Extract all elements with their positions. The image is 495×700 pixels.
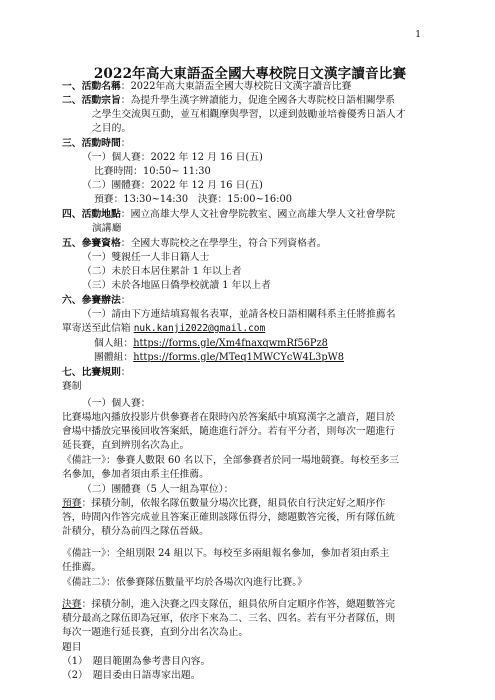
final-line-1 [62, 598, 395, 612]
final-line-3: 每次一題進行延長賽，直到分出名次為止。 [62, 627, 249, 638]
page-number: 1 [415, 30, 421, 40]
preliminary-line-1 [62, 497, 385, 511]
section-rules-colon: ： [120, 367, 131, 378]
section-time [62, 137, 131, 151]
section-name [62, 80, 351, 94]
section-rules [62, 366, 131, 380]
section-qualification [62, 237, 327, 251]
time-line-4: 預賽：13:30~14:30 決賽：15:00~16:00 [94, 194, 292, 205]
time-line-3: （二）團體賽：2022 年 12 月 16 日(五) [82, 180, 263, 191]
qualification-2: （二）未於日本居住累計 1 年以上者 [82, 266, 242, 277]
section-name-label: 一、活動名稱 [62, 81, 121, 92]
section-place-label: 四、活動地點 [62, 209, 121, 220]
individual-note-1-line-2: 名參加，參加者須由系主任推薦。 [62, 469, 209, 480]
individual-line-2: 會場中播放完畢後回收答案紙，隨進進行評分。若有平分者，則每次一題進行 [62, 426, 396, 437]
section-purpose-text-1: ：為提升學生漢字辨讀能力，促進全國各大專院校日語相關學系 [120, 95, 396, 106]
preliminary-line-3: 計積分，積分為前四之隊伍晉級。 [62, 526, 209, 537]
section-qualification-text: ：全國大專院校之在學學生，符合下列資格者。 [120, 238, 327, 249]
section-registration [62, 294, 131, 308]
qualification-3: （三）未於各地區日僑學校就讀 1 年以上者 [82, 280, 271, 291]
section-time-label: 三、活動時間 [62, 138, 121, 149]
team-note-1-line-2: 任推薦。 [62, 562, 102, 573]
preliminary-label: 預賽 [62, 498, 82, 509]
qualification-1: （一）雙親任一人非日籍人士 [82, 252, 210, 263]
rules-subheading: 賽制 [62, 381, 82, 392]
final-label: 決賽 [62, 599, 82, 610]
final-text-1: ：採積分制，進入決賽之四支隊伍，組員依所自定順序作答，總題數答完 [81, 599, 396, 610]
individual-note-1-line-1: 《備註一》：參賽人數限 60 名以下，全部參賽者於同一場地競賽。每校至多三 [62, 455, 400, 466]
section-qualification-label: 五、參賽資格 [62, 238, 121, 249]
section-purpose-text-3: 之目的。 [92, 123, 132, 134]
questions-item-1: （1） 題目範圍為參考書目內容。 [62, 656, 211, 667]
registration-line-1: （一）請由下方連結填寫報名表單，並請各校日語相關科系主任將推薦名 [82, 309, 396, 320]
individual-line-3: 延長賽，直到辨別名次為止。 [62, 440, 190, 451]
section-purpose-text-2: 之學生交流與互動，並互相觀摩與學習，以達到鼓勵並培養優秀日語人才 [92, 109, 406, 120]
section-time-colon: ： [120, 138, 131, 149]
team-note-1-line-1: 《備註一》：全組別限 24 組以下。每校至多兩組報名參加，參加者須由系主 [62, 548, 390, 559]
team-heading: （二）團體賽（5 人一組為單位）： [82, 484, 234, 495]
individual-heading: （一）個人賽： [82, 398, 151, 409]
section-registration-label: 六、參賽辦法 [62, 295, 121, 306]
team-note-2: 《備註二》：依參賽隊伍數量平均於各場次內進行比賽。》 [62, 577, 307, 588]
questions-item-2: （2） 題目委由日語專家出題。 [62, 670, 201, 681]
section-registration-colon: ： [120, 295, 131, 306]
individual-line-1: 比賽場地內播放投影片供參賽者在限時內於答案紙中填寫漢字之讀音，題目於 [62, 412, 396, 423]
section-place-text-2: 演講廳 [92, 223, 122, 234]
registration-email-link[interactable]: nuk.kanji2022@gmail.com [133, 323, 266, 334]
section-purpose-label: 二、活動宗旨 [62, 95, 121, 106]
section-name-text: ：2022年高大東語盃全國大專校院日文漢字讀音比賽 [120, 81, 352, 92]
registration-team-label: 團體組： [94, 352, 134, 363]
section-place-text-1: ：國立高雄大學人文社會學院教室、國立高雄大學人文社會學院 [120, 209, 396, 220]
page-title: 2022年高大東語盃全國大專校院日文漢字讀音比賽 [93, 66, 407, 82]
registration-team-link[interactable]: https://forms.gle/MTeq1MWCYcW4L3pW8 [133, 352, 344, 363]
registration-team [94, 351, 344, 365]
preliminary-line-2: 答，時間內作答完成並且答案正確則該隊伍得分，總題數答完後，所有隊伍統 [62, 512, 396, 523]
section-rules-label: 七、比賽規則 [62, 367, 121, 378]
final-line-2: 積分最高之隊伍即為冠軍，依序下來為二、三名、四名。若有平分者隊伍，則 [62, 613, 396, 624]
section-purpose [62, 94, 395, 108]
registration-line-2 [62, 322, 265, 336]
questions-heading: 題目 [62, 642, 82, 653]
registration-individual-label: 個人組： [94, 338, 134, 349]
section-place [62, 208, 395, 222]
registration-line-2-text: 單寄送至此信箱 [62, 323, 134, 334]
preliminary-text-1: ：採積分制，依報名隊伍數量分場次比賽，組員依自行決定好之順序作 [81, 498, 386, 509]
time-line-2: 比賽時間：10:50~ 11:30 [94, 166, 211, 177]
time-line-1: （一）個人賽：2022 年 12 月 16 日(五) [82, 152, 263, 163]
registration-individual-link[interactable]: https://forms.gle/Xm4fnaxqwmRf56Pz8 [133, 338, 328, 349]
registration-individual [94, 337, 328, 351]
